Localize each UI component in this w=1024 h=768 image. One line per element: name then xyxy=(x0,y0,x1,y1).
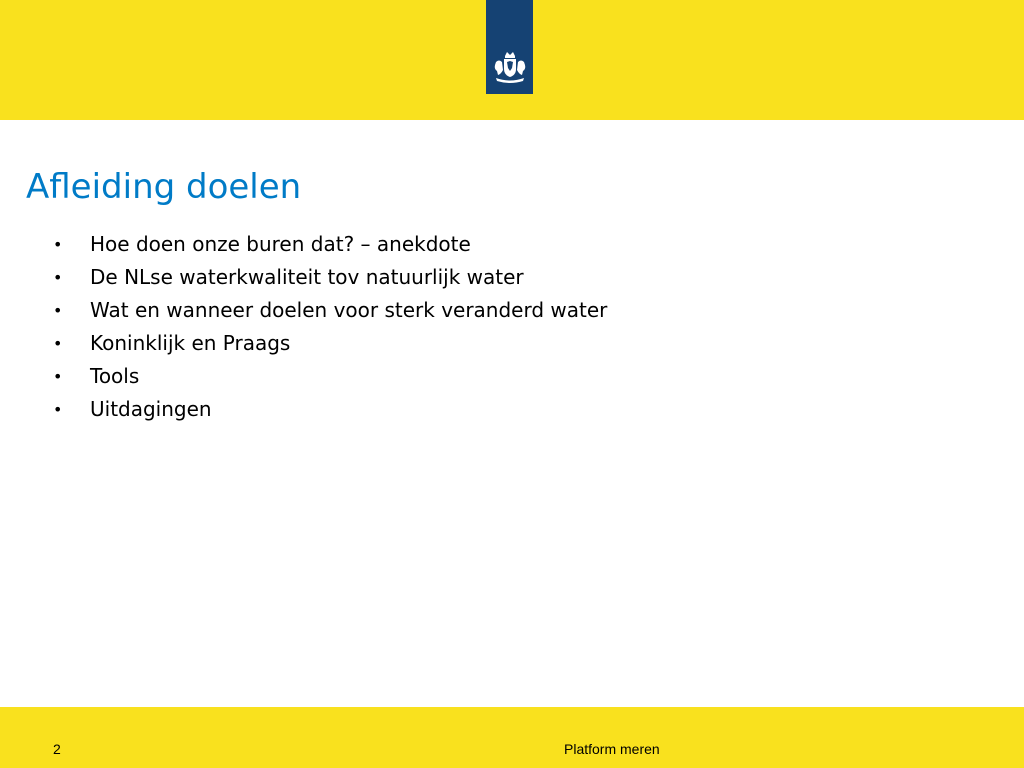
logo-ribbon xyxy=(486,0,533,94)
page-number: 2 xyxy=(53,741,61,757)
bullet-text: De NLse waterkwaliteit tov natuurlijk water xyxy=(90,265,524,289)
bullet-text: Tools xyxy=(90,364,140,388)
bullet-dot: • xyxy=(53,301,63,320)
footer-text: Platform meren xyxy=(564,741,660,757)
bullet-dot: • xyxy=(53,235,63,254)
header-band xyxy=(0,0,1024,120)
bullet-dot: • xyxy=(53,400,63,419)
bullet-text: Uitdagingen xyxy=(90,397,212,421)
bullet-dot: • xyxy=(53,367,63,386)
bullet-dot: • xyxy=(53,268,63,287)
bullet-text: Hoe doen onze buren dat? – anekdote xyxy=(90,232,471,256)
bullet-text: Koninklijk en Praags xyxy=(90,331,291,355)
footer-band xyxy=(0,707,1024,768)
coat-of-arms-icon xyxy=(490,50,530,86)
slide-title: Afleiding doelen xyxy=(26,167,302,207)
bullet-dot: • xyxy=(53,334,63,353)
bullet-text: Wat en wanneer doelen voor sterk veranderd water xyxy=(90,298,608,322)
